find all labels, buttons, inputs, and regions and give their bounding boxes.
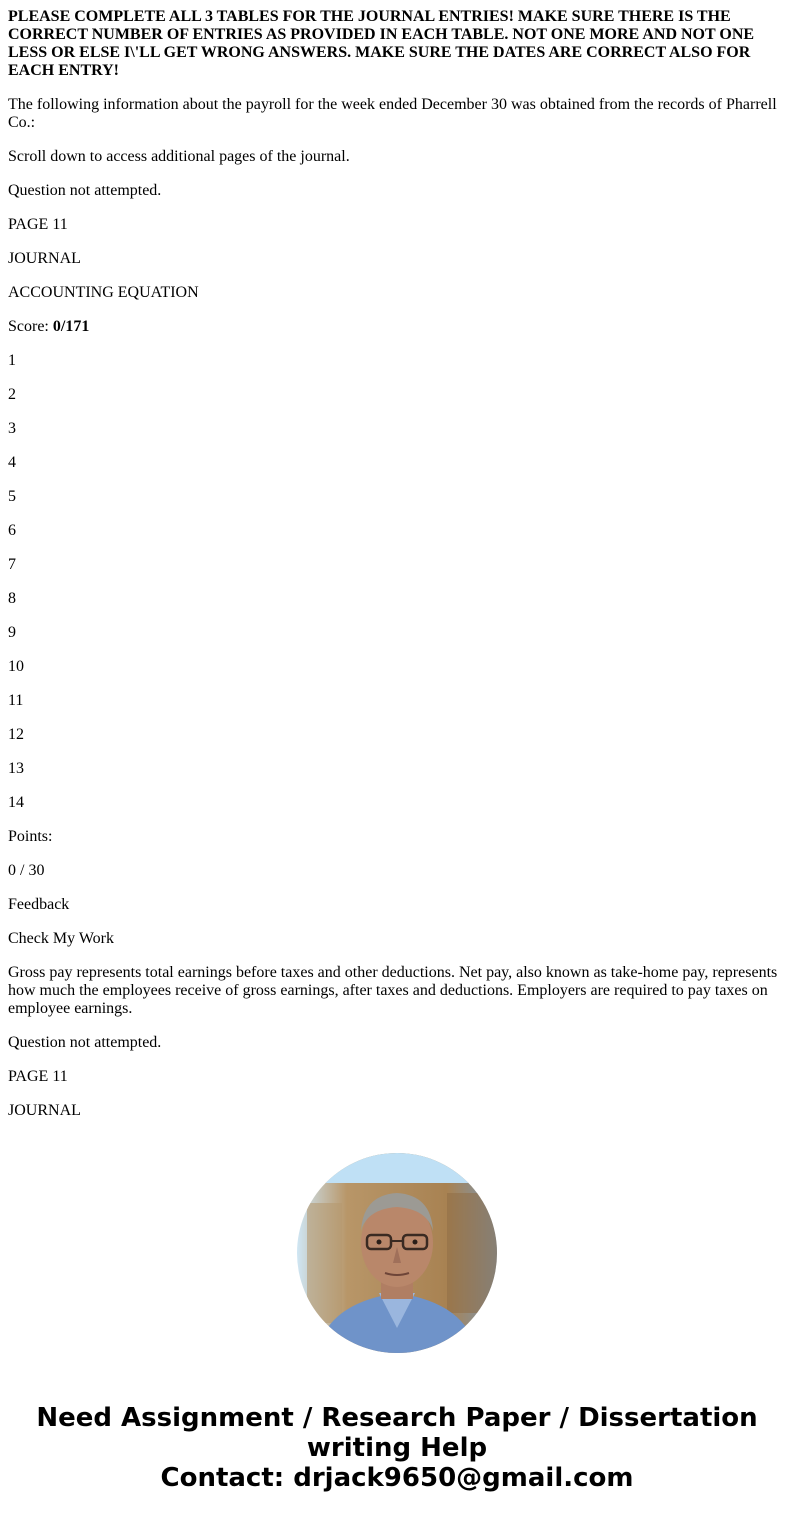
- check-my-work-button[interactable]: Check My Work: [8, 930, 114, 947]
- intro-text: The following information about the payroll for the week ended December 30 was obtained from the records of Pharrell Co.:: [8, 96, 777, 131]
- points-label: Points:: [8, 828, 53, 845]
- promo-line-1: Need Assignment / Research Paper / Dissertation: [36, 1403, 758, 1433]
- journal-row-number: 13: [8, 760, 24, 777]
- journal-row-number: 1: [8, 352, 16, 369]
- feedback-label: Feedback: [8, 896, 70, 913]
- promo-banner: [0, 1403, 794, 1493]
- journal-row-number: 6: [8, 522, 16, 539]
- journal-row-number: 7: [8, 556, 16, 573]
- journal-row-number: 2: [8, 386, 16, 403]
- journal-row-number: 4: [8, 454, 16, 471]
- score: [8, 318, 786, 336]
- journal-row-number: 14: [8, 794, 24, 811]
- journal-row-numbers: [8, 352, 786, 812]
- promo-line-2: writing Help: [306, 1433, 488, 1463]
- score-value: 0/171: [52, 318, 90, 335]
- avatar: [297, 1153, 497, 1353]
- journal-row-number: 11: [8, 692, 24, 709]
- page-label: PAGE 11: [8, 216, 68, 233]
- journal-row-number: 10: [8, 658, 24, 675]
- avatar-photo-icon: [297, 1153, 497, 1353]
- journal-row-number: 8: [8, 590, 16, 607]
- tab-journal-2[interactable]: JOURNAL: [8, 1102, 81, 1119]
- question-status-2: Question not attempted.: [8, 1034, 162, 1051]
- journal-row-number: 3: [8, 420, 16, 437]
- scroll-note: Scroll down to access additional pages of the journal.: [8, 148, 350, 165]
- instructions-heading: PLEASE COMPLETE ALL 3 TABLES FOR THE JOURNAL ENTRIES! MAKE SURE THERE IS THE CORRECT NUMBER OF ENTRIES AS PROVIDED IN EACH TABLE. NOT ONE MORE AND NOT ONE LESS OR ELSE I\'LL GET WRONG ANSWERS. MAKE SURE THE DATES ARE CORRECT ALSO FOR EACH ENTRY!: [8, 8, 755, 79]
- journal-row-number: 5: [8, 488, 16, 505]
- explanation-text: Gross pay represents total earnings before taxes and other deductions. Net pay, also known as take-home pay, represents how much the employees receive of gross earnings, after taxes and deductions. Employers are required to pay taxes on employee earnings.: [8, 964, 778, 1017]
- page-label-2: PAGE 11: [8, 1068, 68, 1085]
- journal-row-number: 9: [8, 624, 16, 641]
- promo-contact[interactable]: Contact: drjack9650@gmail.com: [160, 1463, 634, 1493]
- tab-accounting-equation[interactable]: ACCOUNTING EQUATION: [8, 284, 199, 301]
- question-status: Question not attempted.: [8, 182, 162, 199]
- journal-row-number: 12: [8, 726, 24, 743]
- tab-journal[interactable]: JOURNAL: [8, 250, 81, 267]
- score-label: Score:: [8, 318, 49, 335]
- points-value: 0 / 30: [8, 862, 45, 879]
